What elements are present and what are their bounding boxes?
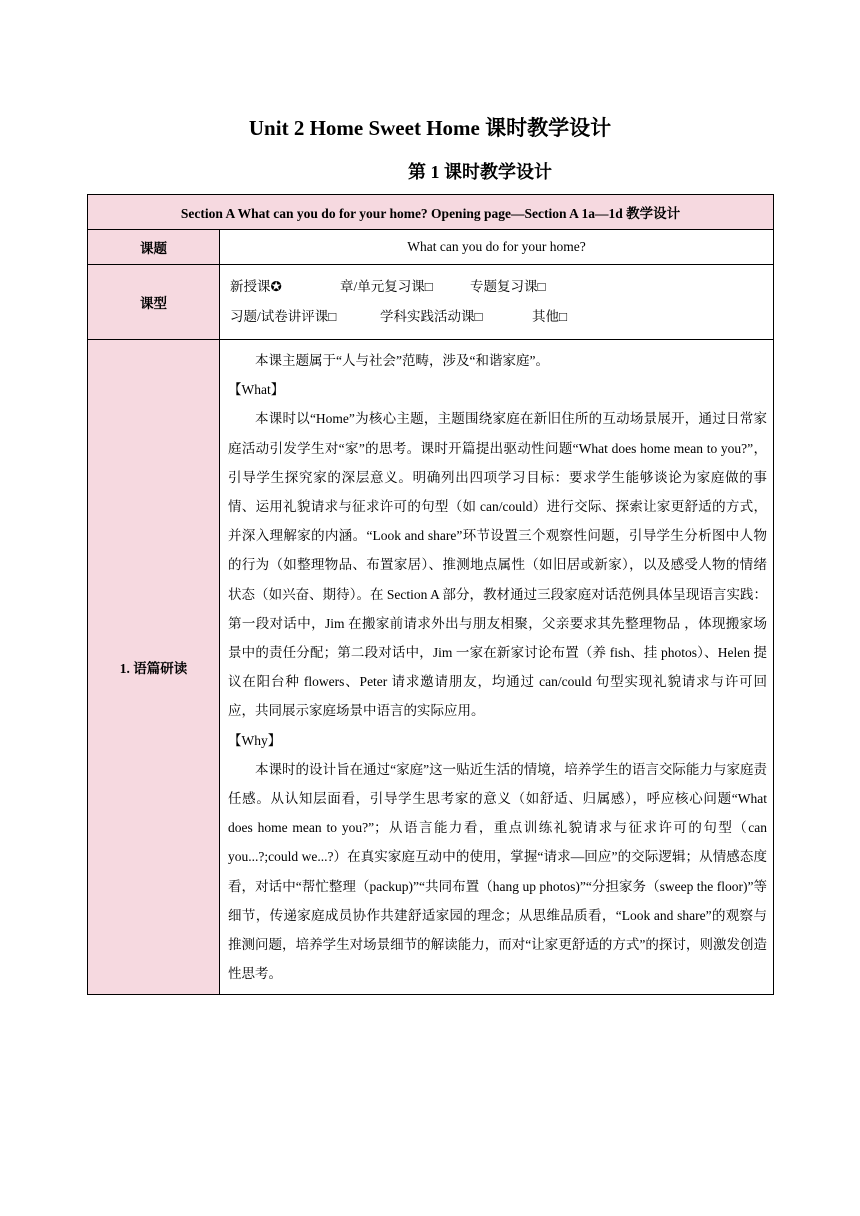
type-option-new: 新授课✪ [230, 279, 282, 294]
lesson-subtitle: 第 1 课时教学设计 [408, 162, 552, 182]
why-heading: 【Why】 [228, 732, 282, 748]
type-option-other: 其他□ [532, 309, 568, 324]
section-header: Section A What can you do for your home? Opening page—Section A 1a—1d 教学设计 [88, 195, 774, 230]
type-options [220, 265, 774, 340]
type-option-topic-review: 专题复习课□ [470, 279, 546, 294]
why-paragraph: 本课时的设计旨在通过“家庭”这一贴近生活的情境，培养学生的语言交际能力与家庭责任感。从认知层面看，引导学生思考家的意义（如舒适、归属感），呼应核心问题“What does home mean to you?”；从语言能力看，重点训练礼貌请求与征求许可的句型（can you...?;could we...?）在真实家庭互动中的使用，掌握“请求—回应”的交际逻辑；从情感态度看，对话中“帮忙整理（packup)”“共同布置（hang up photos)”“分担家务（sweep the floor)”等细节，传递家庭成员协作共建舒适家园的理念；从思维品质看，“Look and share”的观察与推测问题，培养学生对场景细节的解读能力，而对“让家更舒适的方式”的探讨，则激发创造性思考。 [228, 761, 767, 982]
document-title: Unit 2 Home Sweet Home 课时教学设计 [248, 116, 612, 140]
analysis-label: 1. 语篇研读 [88, 340, 220, 995]
type-row [88, 265, 774, 340]
analysis-content [220, 340, 774, 995]
analysis-intro: 本课主题属于“人与社会”范畴，涉及“和谐家庭”。 [255, 353, 549, 368]
topic-value: What can you do for your home? [220, 230, 774, 265]
what-heading: 【What】 [228, 382, 285, 398]
section-header-row [88, 195, 774, 230]
type-options-row-2 [230, 302, 767, 332]
type-option-exercise-review: 习题/试卷讲评课□ [230, 309, 337, 324]
topic-row [88, 230, 774, 265]
what-paragraph: 本课时以“Home”为核心主题，主题围绕家庭在新旧住所的互动场景展开，通过日常家庭活动引发学生对“家”的思考。课时开篇提出驱动性问题“What does home mean to you?”，引导学生探究家的深层意义。明确列出四项学习目标：要求学生能够谈论为家庭做的事情、运用礼貌请求与征求许可的句型（如 can/could）进行交际、探索让家更舒适的方式，并深入理解家的内涵。“Look and share”环节设置三个观察性问题，引导学生分析图中人物的行为（如整理物品、布置家居）、推测地点属性（如旧居或新家），以及感受人物的情绪状态（如兴奋、期待）。在 Section A 部分，教材通过三段家庭对话范例具体呈现语言实践：第一段对话中，Jim 在搬家前请求外出与朋友相聚，父亲要求其先整理物品 ，体现搬家场景中的责任分配；第二段对话中，Jim 一家在新家讨论布置（养 fish、挂 photos）、Helen 提议在阳台种 flowers、Peter 请求邀请朋友，均通过 can/could 句型实现礼貌请求与许可回应，共同展示家庭场景中语言的实际应用。 [228, 411, 767, 719]
analysis-row [88, 340, 774, 995]
type-option-unit-review: 章/单元复习课□ [340, 279, 433, 294]
type-options-row-1 [230, 272, 767, 302]
lesson-plan-table [87, 194, 774, 995]
type-option-practice: 学科实践活动课□ [380, 309, 483, 324]
topic-label: 课题 [88, 230, 220, 265]
type-label: 课型 [88, 265, 220, 340]
